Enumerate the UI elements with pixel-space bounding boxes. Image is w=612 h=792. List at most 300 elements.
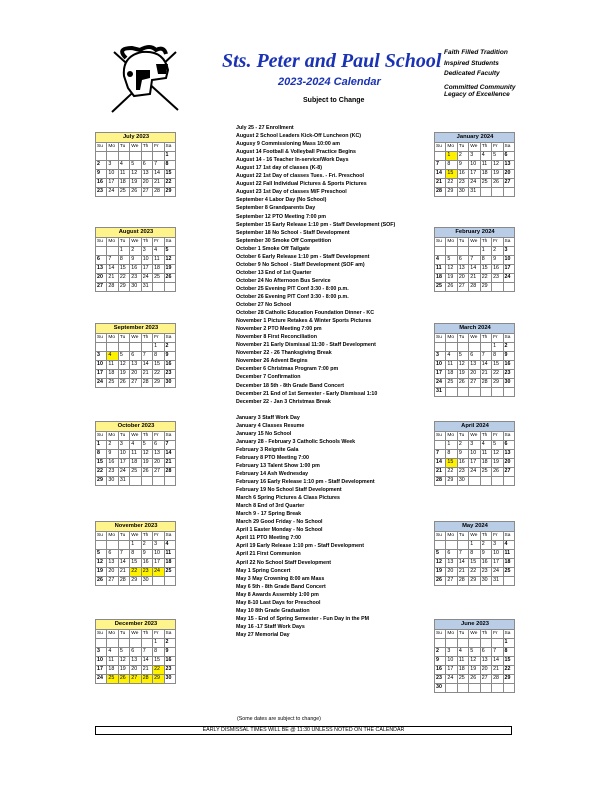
weekday-header: Th (141, 431, 152, 440)
calendar-day: 15 (446, 169, 457, 178)
calendar-day: 11 (107, 360, 118, 369)
weekday-header: Fr (153, 237, 164, 246)
calendar-day: 13 (469, 360, 480, 369)
event-item: September 8 Grandparents Day (236, 205, 316, 212)
calendar-day (153, 476, 164, 485)
weekday-header: Fr (153, 431, 164, 440)
calendar-day: 16 (480, 558, 491, 567)
calendar-day: 13 (503, 160, 514, 169)
calendar-day: 20 (503, 169, 514, 178)
calendar-day: 1 (503, 638, 514, 647)
calendar-day: 28 (107, 282, 118, 291)
calendar-day: 3 (492, 540, 503, 549)
weekday-header: We (469, 431, 480, 440)
weekday-header: Sa (164, 629, 175, 638)
calendar-day: 5 (130, 160, 141, 169)
weekday-header: We (469, 333, 480, 342)
calendar-day: 10 (153, 549, 164, 558)
event-item: Augusy 9 Commissioning Mass 10:00 am (236, 141, 340, 148)
calendar-day (107, 638, 118, 647)
calendar-day: 27 (503, 467, 514, 476)
calendar-day (446, 387, 457, 396)
calendar-day: 12 (130, 169, 141, 178)
calendar-day: 19 (141, 458, 152, 467)
calendar-day: 5 (118, 647, 129, 656)
calendar-day: 6 (141, 160, 152, 169)
event-item: December 22 - Jan 3 Christmas Break (236, 398, 331, 405)
calendar-day (503, 282, 514, 291)
calendar-day (96, 151, 107, 160)
calendar-day (492, 476, 503, 485)
calendar-day: 24 (435, 378, 446, 387)
calendar-day: 19 (118, 665, 129, 674)
calendar-day (503, 187, 514, 196)
calendar-day: 23 (435, 674, 446, 683)
calendar-day: 24 (96, 378, 107, 387)
calendar-day: 27 (469, 378, 480, 387)
calendar-day: 1 (164, 151, 175, 160)
calendar-day: 21 (457, 567, 468, 576)
calendar-day (492, 638, 503, 647)
calendar-day: 10 (492, 549, 503, 558)
event-item: December 6 Christmas Program 7:00 pm (236, 366, 339, 373)
weekday-header: We (469, 142, 480, 151)
calendar-day (457, 342, 468, 351)
month-title: June 2023 (435, 620, 515, 630)
calendar-day: 9 (107, 449, 118, 458)
event-item: September 4 Labor Day (No School) (236, 197, 327, 204)
event-item: August 22 Fall Individual Pictures & Sports Pictures (236, 181, 367, 188)
calendar-day: 20 (480, 665, 491, 674)
calendar-day: 19 (130, 178, 141, 187)
calendar-day (469, 683, 480, 692)
calendar-day: 23 (492, 273, 503, 282)
calendar-day: 18 (503, 558, 514, 567)
calendar-day: 1 (446, 151, 457, 160)
event-item: January 3 Staff Work Day (236, 414, 300, 421)
calendar-day: 17 (469, 169, 480, 178)
calendar-day: 29 (153, 674, 164, 683)
calendar-day: 25 (446, 378, 457, 387)
calendar-day: 4 (435, 255, 446, 264)
event-item: May 15 - End of Spring Semester - Fun Day in the PM (236, 615, 370, 622)
calendar-day: 6 (503, 151, 514, 160)
calendar-day (141, 476, 152, 485)
calendar-day: 28 (435, 476, 446, 485)
weekday-header: Mo (107, 142, 118, 151)
calendar-day: 27 (130, 674, 141, 683)
calendar-day: 2 (107, 440, 118, 449)
weekday-header: Fr (492, 237, 503, 246)
calendar-day: 26 (469, 674, 480, 683)
calendar-day: 25 (503, 567, 514, 576)
calendar-day: 27 (446, 576, 457, 585)
calendar-day: 15 (153, 656, 164, 665)
calendar-day: 10 (469, 160, 480, 169)
weekday-header: We (469, 237, 480, 246)
weekday-header: Sa (164, 237, 175, 246)
calendar-day (141, 151, 152, 160)
event-item: May 16 -17 Staff Work Days (236, 623, 305, 630)
spartan-helmet-logo (106, 44, 184, 116)
calendar-day: 11 (164, 549, 175, 558)
calendar-day: 5 (492, 151, 503, 160)
calendar-day: 26 (130, 187, 141, 196)
calendar-day: 17 (96, 665, 107, 674)
calendar-day: 16 (503, 360, 514, 369)
calendar-day: 28 (141, 378, 152, 387)
calendar-day: 3 (118, 440, 129, 449)
calendar-day: 4 (130, 440, 141, 449)
calendar-day (446, 683, 457, 692)
calendar-day (96, 246, 107, 255)
calendar-day: 21 (153, 178, 164, 187)
event-item: January 15 No School (236, 430, 292, 437)
calendar-day: 2 (164, 342, 175, 351)
calendar-day: 26 (446, 282, 457, 291)
calendar-day: 22 (492, 369, 503, 378)
weekday-header: Mo (107, 531, 118, 540)
calendar-day (492, 282, 503, 291)
calendar-day: 13 (457, 264, 468, 273)
event-item: February 3 Reignite Gala (236, 446, 299, 453)
calendar-day: 27 (130, 378, 141, 387)
weekday-header: Su (435, 142, 446, 151)
weekday-header: Tu (457, 333, 468, 342)
calendar-day: 16 (435, 665, 446, 674)
month-title: July 2023 (96, 133, 176, 143)
calendar-day: 15 (118, 264, 129, 273)
calendar-day: 10 (503, 255, 514, 264)
calendar-day: 20 (446, 567, 457, 576)
calendar-day: 18 (435, 273, 446, 282)
tagline-line: Committed Community (444, 83, 516, 91)
calendar-day: 20 (130, 369, 141, 378)
calendar-day: 17 (96, 369, 107, 378)
calendar-day (130, 638, 141, 647)
calendar-day (164, 576, 175, 585)
calendar-day: 19 (457, 369, 468, 378)
event-item: October 26 Evening P/T Conf 3:30 - 8:00 p.m. (236, 293, 349, 300)
calendar-day: 23 (96, 187, 107, 196)
calendar-day (469, 342, 480, 351)
calendar-day: 12 (164, 255, 175, 264)
event-item: November 1 Picture Retakes & Winter Sports Pictures (236, 318, 372, 325)
calendar-day: 24 (503, 273, 514, 282)
tagline-line: Faith Filled Tradition (444, 49, 508, 56)
calendar-day: 17 (503, 264, 514, 273)
event-item: October 1 Smoke Off Tailgate (236, 245, 310, 252)
calendar-day: 2 (457, 151, 468, 160)
calendar-day: 3 (469, 151, 480, 160)
calendar-day: 9 (96, 169, 107, 178)
calendar-day: 5 (118, 351, 129, 360)
month-calendar (434, 619, 515, 693)
calendar-day: 8 (118, 255, 129, 264)
weekday-header: Sa (503, 333, 514, 342)
event-item: October 9 No School - Staff Development (SOF am) (236, 261, 365, 268)
calendar-day: 17 (469, 458, 480, 467)
calendar-day: 25 (164, 567, 175, 576)
calendar-day: 20 (503, 458, 514, 467)
event-item: April 11 PTO Meeting 7:00 (236, 535, 301, 542)
calendar-day: 27 (96, 282, 107, 291)
calendar-day: 8 (153, 647, 164, 656)
calendar-day: 21 (492, 665, 503, 674)
calendar-day: 1 (469, 540, 480, 549)
calendar-day: 7 (457, 549, 468, 558)
calendar-day (435, 638, 446, 647)
event-item: May 8-10 Last Days for Preschool (236, 599, 321, 606)
calendar-day: 19 (492, 169, 503, 178)
calendar-day: 21 (107, 273, 118, 282)
weekday-header: Sa (503, 629, 514, 638)
calendar-day: 18 (480, 169, 491, 178)
weekday-header: Fr (492, 531, 503, 540)
calendar-day: 14 (435, 169, 446, 178)
month-calendar (434, 227, 515, 292)
weekday-header: Tu (457, 531, 468, 540)
calendar-day: 14 (141, 360, 152, 369)
event-item: February 13 Talent Show 1:00 pm (236, 462, 320, 469)
calendar-day (130, 151, 141, 160)
calendar-day: 18 (164, 558, 175, 567)
month-calendar (434, 421, 515, 486)
calendar-day: 12 (446, 264, 457, 273)
calendar-day: 7 (469, 255, 480, 264)
calendar-day: 29 (446, 187, 457, 196)
calendar-day: 11 (457, 656, 468, 665)
event-item: November 22 - 26 Thanksgiving Break (236, 350, 332, 357)
calendar-day: 27 (480, 674, 491, 683)
calendar-day: 8 (130, 549, 141, 558)
calendar-day: 21 (141, 369, 152, 378)
weekday-header: Sa (164, 333, 175, 342)
calendar-day: 23 (480, 567, 491, 576)
calendar-day: 7 (435, 160, 446, 169)
calendar-day (107, 540, 118, 549)
calendar-day: 17 (492, 558, 503, 567)
calendar-day (107, 151, 118, 160)
calendar-day: 18 (107, 369, 118, 378)
calendar-day: 6 (130, 351, 141, 360)
calendar-day: 19 (469, 665, 480, 674)
calendar-day: 19 (96, 567, 107, 576)
calendar-day: 8 (492, 351, 503, 360)
calendar-day: 20 (141, 178, 152, 187)
calendar-day: 24 (492, 567, 503, 576)
calendar-day: 28 (118, 576, 129, 585)
calendar-day: 31 (141, 282, 152, 291)
calendar-day (457, 387, 468, 396)
calendar-day: 6 (130, 647, 141, 656)
weekday-header: Su (96, 142, 107, 151)
calendar-day: 7 (107, 255, 118, 264)
weekday-header: Mo (446, 431, 457, 440)
weekday-header: Tu (118, 142, 129, 151)
month-calendar (95, 227, 176, 292)
calendar-day: 1 (96, 440, 107, 449)
calendar-day: 2 (492, 246, 503, 255)
calendar-day: 1 (492, 342, 503, 351)
calendar-day: 2 (480, 540, 491, 549)
calendar-day (480, 387, 491, 396)
weekday-header: Th (480, 237, 491, 246)
calendar-day: 29 (164, 187, 175, 196)
weekday-header: Sa (503, 431, 514, 440)
event-item: March 29 Good Friday - No School (236, 519, 323, 526)
calendar-day: 19 (492, 458, 503, 467)
calendar-day: 11 (153, 255, 164, 264)
calendar-day: 25 (480, 467, 491, 476)
calendar-day: 25 (435, 282, 446, 291)
calendar-day: 7 (118, 549, 129, 558)
calendar-day: 11 (130, 449, 141, 458)
calendar-day: 14 (164, 449, 175, 458)
event-item: August 14 - 16 Teacher In-service/Work Days (236, 157, 349, 164)
calendar-day: 14 (469, 264, 480, 273)
calendar-day: 3 (469, 440, 480, 449)
calendar-day: 20 (469, 369, 480, 378)
weekday-header: Th (141, 531, 152, 540)
calendar-day: 25 (457, 674, 468, 683)
calendar-day: 22 (96, 467, 107, 476)
calendar-day: 13 (480, 656, 491, 665)
calendar-day: 31 (435, 387, 446, 396)
calendar-day: 29 (96, 476, 107, 485)
calendar-day (118, 638, 129, 647)
weekday-header: Tu (118, 431, 129, 440)
calendar-day: 21 (141, 665, 152, 674)
calendar-day (107, 342, 118, 351)
event-item: March 8 End of 3rd Quarter (236, 503, 305, 510)
calendar-day: 23 (164, 369, 175, 378)
month-calendar (95, 619, 176, 684)
calendar-day: 8 (469, 549, 480, 558)
event-item: May 10 8th Grade Graduation (236, 607, 310, 614)
calendar-day: 31 (118, 476, 129, 485)
calendar-day: 17 (141, 264, 152, 273)
weekday-header: We (130, 531, 141, 540)
calendar-day (141, 342, 152, 351)
calendar-day: 4 (118, 160, 129, 169)
calendar-day: 26 (118, 378, 129, 387)
calendar-day: 2 (164, 638, 175, 647)
calendar-day (118, 342, 129, 351)
calendar-day (469, 246, 480, 255)
calendar-day: 11 (480, 160, 491, 169)
calendar-day: 15 (480, 264, 491, 273)
calendar-day: 4 (480, 151, 491, 160)
calendar-day: 9 (492, 255, 503, 264)
calendar-day: 18 (118, 178, 129, 187)
calendar-day: 13 (130, 656, 141, 665)
weekday-header: Fr (153, 531, 164, 540)
weekday-header: Mo (107, 431, 118, 440)
calendar-day: 29 (153, 378, 164, 387)
weekday-header: Su (96, 531, 107, 540)
calendar-day (435, 342, 446, 351)
calendar-day: 30 (164, 378, 175, 387)
calendar-day: 11 (480, 449, 491, 458)
event-item: October 27 No School (236, 302, 292, 309)
calendar-day (153, 576, 164, 585)
calendar-day: 4 (480, 440, 491, 449)
month-title: September 2023 (96, 324, 176, 334)
calendar-day: 10 (96, 656, 107, 665)
calendar-day: 20 (457, 273, 468, 282)
calendar-day: 7 (141, 351, 152, 360)
calendar-day: 9 (435, 656, 446, 665)
weekday-header: Tu (457, 629, 468, 638)
calendar-day: 15 (503, 656, 514, 665)
calendar-day: 12 (457, 360, 468, 369)
weekday-header: Tu (457, 431, 468, 440)
event-item: August 17 1st day of classes (K-8) (236, 165, 322, 172)
calendar-day (480, 342, 491, 351)
weekday-header: We (130, 142, 141, 151)
calendar-day: 23 (457, 467, 468, 476)
calendar-day: 15 (130, 558, 141, 567)
weekday-header: Tu (118, 333, 129, 342)
weekday-header: Mo (446, 237, 457, 246)
calendar-day: 18 (107, 665, 118, 674)
calendar-day: 14 (435, 458, 446, 467)
calendar-day: 22 (446, 467, 457, 476)
calendar-day: 6 (446, 549, 457, 558)
calendar-day: 28 (492, 674, 503, 683)
weekday-header: Su (96, 431, 107, 440)
event-item: May 3 May Crowning 8:00 am Mass (236, 575, 325, 582)
calendar-day: 21 (480, 369, 491, 378)
weekday-header: Th (480, 142, 491, 151)
calendar-day (503, 576, 514, 585)
calendar-day: 7 (141, 647, 152, 656)
calendar-day: 6 (153, 440, 164, 449)
calendar-day: 5 (492, 440, 503, 449)
event-item: May 27 Memorial Day (236, 631, 290, 638)
event-item: February 14 Ash Wednesday (236, 471, 309, 478)
events-list (236, 124, 436, 639)
calendar-day: 29 (480, 282, 491, 291)
weekday-header: Fr (492, 431, 503, 440)
calendar-day: 3 (503, 246, 514, 255)
calendar-day: 10 (107, 169, 118, 178)
calendar-day: 10 (435, 360, 446, 369)
calendar-day: 23 (457, 178, 468, 187)
weekday-header: Su (96, 237, 107, 246)
calendar-day (435, 440, 446, 449)
calendar-day: 28 (141, 674, 152, 683)
event-item: May 8 Awards Assembly 1:00 pm (236, 591, 319, 598)
event-item: April 21 First Communion (236, 551, 301, 558)
calendar-day: 1 (130, 540, 141, 549)
calendar-day: 13 (107, 558, 118, 567)
calendar-day: 13 (141, 169, 152, 178)
calendar-day: 7 (435, 449, 446, 458)
calendar-day (435, 151, 446, 160)
calendar-day: 25 (480, 178, 491, 187)
weekday-header: Th (141, 333, 152, 342)
event-item: August 23 1st Day of classes M/F Preschool (236, 189, 347, 196)
calendar-day: 22 (130, 567, 141, 576)
calendar-day (96, 638, 107, 647)
calendar-day: 1 (480, 246, 491, 255)
calendar-day: 12 (435, 558, 446, 567)
calendar-day: 27 (457, 282, 468, 291)
event-item: September 30 Smoke Off Competition (236, 237, 332, 244)
weekday-header: Sa (164, 431, 175, 440)
